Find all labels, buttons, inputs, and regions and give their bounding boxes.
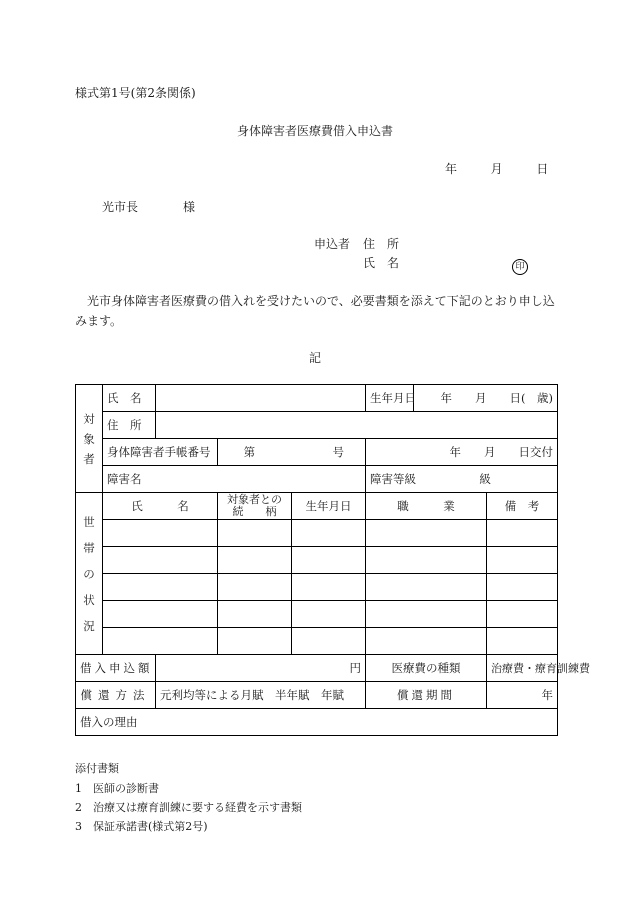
household-remarks-cell[interactable] (487, 628, 558, 655)
addressee: 光市長 (102, 200, 139, 214)
applicant-name-label: 氏 名 (363, 256, 400, 270)
household-name-cell[interactable] (103, 601, 218, 628)
attachment-item: 2 治療又は療育訓練に要する経費を示す書類 (75, 801, 302, 814)
subject-address-label: 住 所 (103, 412, 156, 439)
subject-address-field[interactable] (156, 412, 558, 439)
household-birth-cell[interactable] (292, 547, 366, 574)
household-occupation-cell[interactable] (366, 547, 487, 574)
household-header-name: 氏 名 (103, 493, 218, 520)
date-year: 年 (445, 162, 458, 176)
household-occupation-cell[interactable] (366, 628, 487, 655)
household-row (76, 547, 558, 574)
date-month: 月 (490, 162, 503, 176)
application-form-table (75, 384, 590, 736)
household-name-cell[interactable] (103, 628, 218, 655)
household-birth-cell[interactable] (292, 628, 366, 655)
household-name-cell[interactable] (103, 547, 218, 574)
household-name-cell[interactable] (103, 520, 218, 547)
form-number: 様式第1号(第2条関係) (75, 86, 196, 100)
household-birth-cell[interactable] (292, 601, 366, 628)
disability-name-field[interactable] (103, 466, 366, 493)
expense-type-label: 医療費の種類 (366, 655, 487, 682)
household-header-relation: 対象者との 続 柄 (218, 493, 292, 520)
disability-grade-suffix: 級 (479, 472, 491, 486)
household-relation-cell[interactable] (218, 628, 292, 655)
loan-reason-field[interactable] (76, 709, 558, 736)
handbook-number-label: 身体障害者手帳番号 (103, 439, 218, 466)
subject-name-label: 氏 名 (103, 385, 156, 412)
household-row (76, 628, 558, 655)
loan-amount-label: 借入申込額 (76, 655, 156, 682)
disability-grade-label: 障害等級 (370, 472, 416, 486)
household-relation-cell[interactable] (218, 574, 292, 601)
attachments-title: 添付書類 (75, 762, 119, 775)
household-remarks-cell[interactable] (487, 574, 558, 601)
attachment-item: 3 保証承諾書(様式第2号) (75, 820, 208, 833)
household-occupation-cell[interactable] (366, 601, 487, 628)
household-occupation-cell[interactable] (366, 574, 487, 601)
handbook-number-prefix: 第 (243, 445, 256, 459)
repayment-method-label: 償還方法 (76, 682, 156, 709)
disability-name-label: 障害名 (107, 472, 142, 486)
household-section-label: 世 帯 の 状 況 (76, 493, 103, 655)
applicant-address-label: 住 所 (363, 237, 400, 251)
document-title: 身体障害者医療費借入申込書 (236, 124, 393, 138)
ki-heading: 記 (308, 351, 321, 365)
household-remarks-cell[interactable] (487, 601, 558, 628)
subject-section-label: 対 象 者 (76, 385, 103, 493)
household-relation-cell[interactable] (218, 601, 292, 628)
repayment-method-field[interactable]: 元利均等による月賦 半年賦 年賦 (156, 682, 366, 709)
seal-mark (512, 254, 528, 275)
household-header-birth: 生年月日 (292, 493, 366, 520)
household-header-occupation: 職 業 (366, 493, 487, 520)
household-relation-cell[interactable] (218, 547, 292, 574)
household-remarks-cell[interactable] (487, 547, 558, 574)
loan-amount-field[interactable]: 円 (156, 655, 366, 682)
disability-grade-field[interactable] (366, 466, 558, 493)
seal-icon: 印 (512, 259, 528, 275)
handbook-number-field[interactable] (218, 439, 366, 466)
attachment-item: 1 医師の診断書 (75, 782, 159, 795)
body-text-line1: 光市身体障害者医療費の借入れを受けたいので、必要書類を添えて下記のとおり申し込 (87, 294, 555, 308)
household-occupation-cell[interactable] (366, 520, 487, 547)
loan-reason-label: 借入の理由 (80, 715, 138, 729)
body-text-line2: みます。 (75, 314, 123, 328)
subject-name-field[interactable] (156, 385, 366, 412)
household-row (76, 574, 558, 601)
addressee-suffix: 様 (183, 200, 196, 214)
household-header-remarks: 備 考 (487, 493, 558, 520)
household-row (76, 601, 558, 628)
subject-birth-label: 生年月日 (366, 385, 414, 412)
applicant-label: 申込者 (314, 237, 351, 251)
expense-type-field[interactable]: 治療費・療育訓練費 (487, 655, 558, 682)
household-birth-cell[interactable] (292, 574, 366, 601)
household-name-cell[interactable] (103, 574, 218, 601)
household-remarks-cell[interactable] (487, 520, 558, 547)
subject-birth-field[interactable]: 年 月 日( 歳) (414, 385, 558, 412)
repayment-period-field[interactable]: 年 (487, 682, 558, 709)
handbook-number-suffix: 号 (332, 445, 344, 459)
handbook-issue-date-field[interactable]: 年 月 日交付 (366, 439, 558, 466)
repayment-period-label: 償還期間 (366, 682, 487, 709)
household-row (76, 520, 558, 547)
household-relation-cell[interactable] (218, 520, 292, 547)
date-line (445, 160, 548, 177)
date-day: 日 (536, 162, 549, 176)
household-birth-cell[interactable] (292, 520, 366, 547)
